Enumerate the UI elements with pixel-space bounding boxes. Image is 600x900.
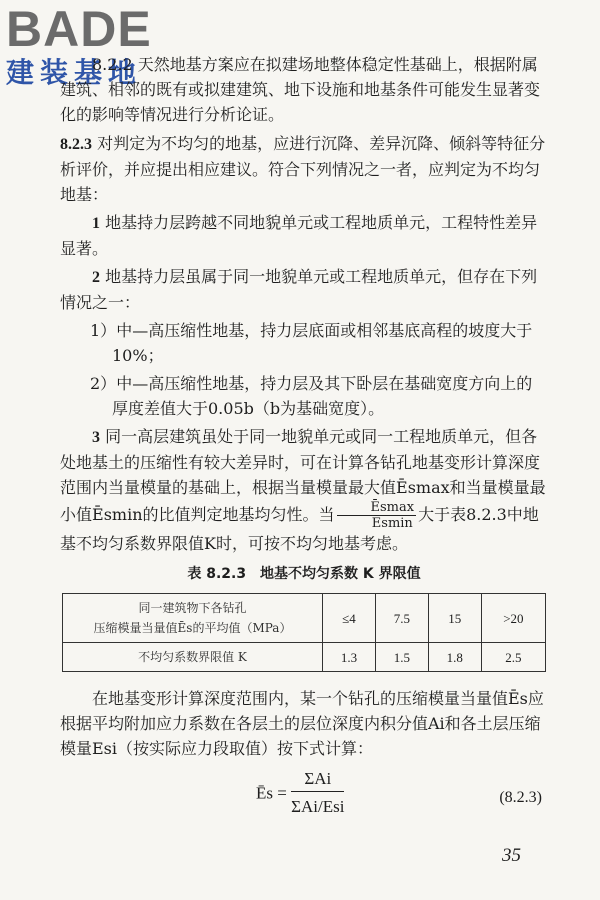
table-cell: 1.8 [428, 643, 481, 672]
list-item-text-a: 同一高层建筑虽处于同一地貌单元或同一工程地质单元，但各处地基土的压缩性有较大差异时，可在计算各钻孔地基变形计算深度范围内当量模量的基础上，根据当量模量最大值 [60, 427, 541, 497]
table-header-value: 15 [428, 594, 481, 643]
list-item-2 [60, 264, 548, 315]
list-item-number: 2 [92, 269, 100, 286]
list-item-number: 3 [92, 429, 100, 446]
sub-item-text: 中—高压缩性地基，持力层及其下卧层在基础宽度方向上的厚度差值大于0.05b（b为基础宽度）。 [112, 374, 533, 418]
formula-intro: 在地基变形计算深度范围内，某一个钻孔的压缩模量当量值Ēs应根据平均附加应力系数在各层土的层位深度内积分值Ai和各土层压缩模量Esi（按实际应力段取值）按下式计算： [60, 689, 544, 758]
formula-lhs: Ēs = [256, 783, 287, 803]
sub-item-text: 中—高压缩性地基，持力层底面或相邻基底高程的坡度大于10%； [112, 321, 533, 365]
logo-brand: BADE [6, 1, 152, 57]
list-item-text: 地基持力层虽属于同一地貌单元或工程地质单元，但存在下列情况之一： [60, 267, 538, 312]
table-caption: 表 8.2.3 地基不均匀系数 K 界限值 [187, 566, 421, 582]
var-esmax: Ēsmax [396, 478, 450, 497]
clause-text: 对判定为不均匀的地基，应进行沉降、差异沉降、倾斜等特征分析评价，并应提出相应建议。符合下列情况之一者，应判定为不均匀地基： [60, 134, 546, 204]
table-header-value: >20 [481, 594, 545, 643]
table-header-row [63, 594, 546, 643]
ratio-numerator: Ēsmax [337, 500, 417, 516]
list-item-text-d: 大于表8.2.3中地基不均匀系数界限值K时，可按不均匀地基考虑。 [60, 505, 539, 553]
sub-item-number: 1） [90, 321, 117, 340]
list-item-text-c: 的比值判定地基均匀性。当 [142, 505, 335, 524]
formula-number: (8.2.3) [499, 789, 542, 806]
table-header-value: ≤4 [323, 594, 376, 643]
clause-number: 8.2.3 [60, 136, 92, 153]
list-item-text: 地基持力层跨越不同地貌单元或工程地质单元，工程特性差异显著。 [60, 213, 538, 258]
table-cell: 2.5 [481, 643, 545, 672]
formula-body [256, 767, 344, 822]
formula-numerator: ΣAi [291, 767, 344, 792]
sub-item-2 [60, 371, 548, 421]
header-line-2: 压缩模量当量值Ēs的平均值（MPa） [93, 621, 292, 635]
table-cell: 1.3 [323, 643, 376, 672]
list-item-text-b: 和当量模量最小值 [60, 478, 546, 524]
table-row-label: 不均匀系数界限值 K [63, 643, 323, 672]
table-header-value: 7.5 [375, 594, 428, 643]
ratio-denominator: Ēsmin [371, 516, 413, 531]
formula-8-2-3 [60, 767, 548, 839]
k-limit-table [62, 593, 546, 672]
table-cell: 1.5 [375, 643, 428, 672]
var-esmin: Ēsmin [92, 505, 143, 524]
formula-denominator: ΣAi/Esi [291, 797, 345, 816]
header-line-1: 同一建筑物下各钻孔 [138, 601, 247, 615]
clause-8-2-2: 8.2.2 天然地基方案应在拟建场地整体稳定性基础上，根据附属建筑、相邻的既有或拟建建筑、地下设施和地基条件可能发生显著变化的影响等情况进行分析论证。 [60, 55, 541, 124]
formula-fraction [291, 767, 344, 822]
page-number: 35 [502, 845, 521, 866]
sub-item-number: 2） [90, 374, 117, 393]
table-row [63, 643, 546, 672]
list-item-3 [60, 424, 548, 556]
clause-8-2-3 [60, 131, 548, 207]
list-item-1 [60, 210, 548, 261]
table-header-label [63, 594, 323, 643]
list-item-number: 1 [92, 215, 100, 232]
document-page [60, 52, 548, 839]
sub-item-1 [60, 318, 548, 368]
ratio-fraction [337, 500, 417, 531]
logo-tagline: 建装基地 [6, 56, 143, 89]
